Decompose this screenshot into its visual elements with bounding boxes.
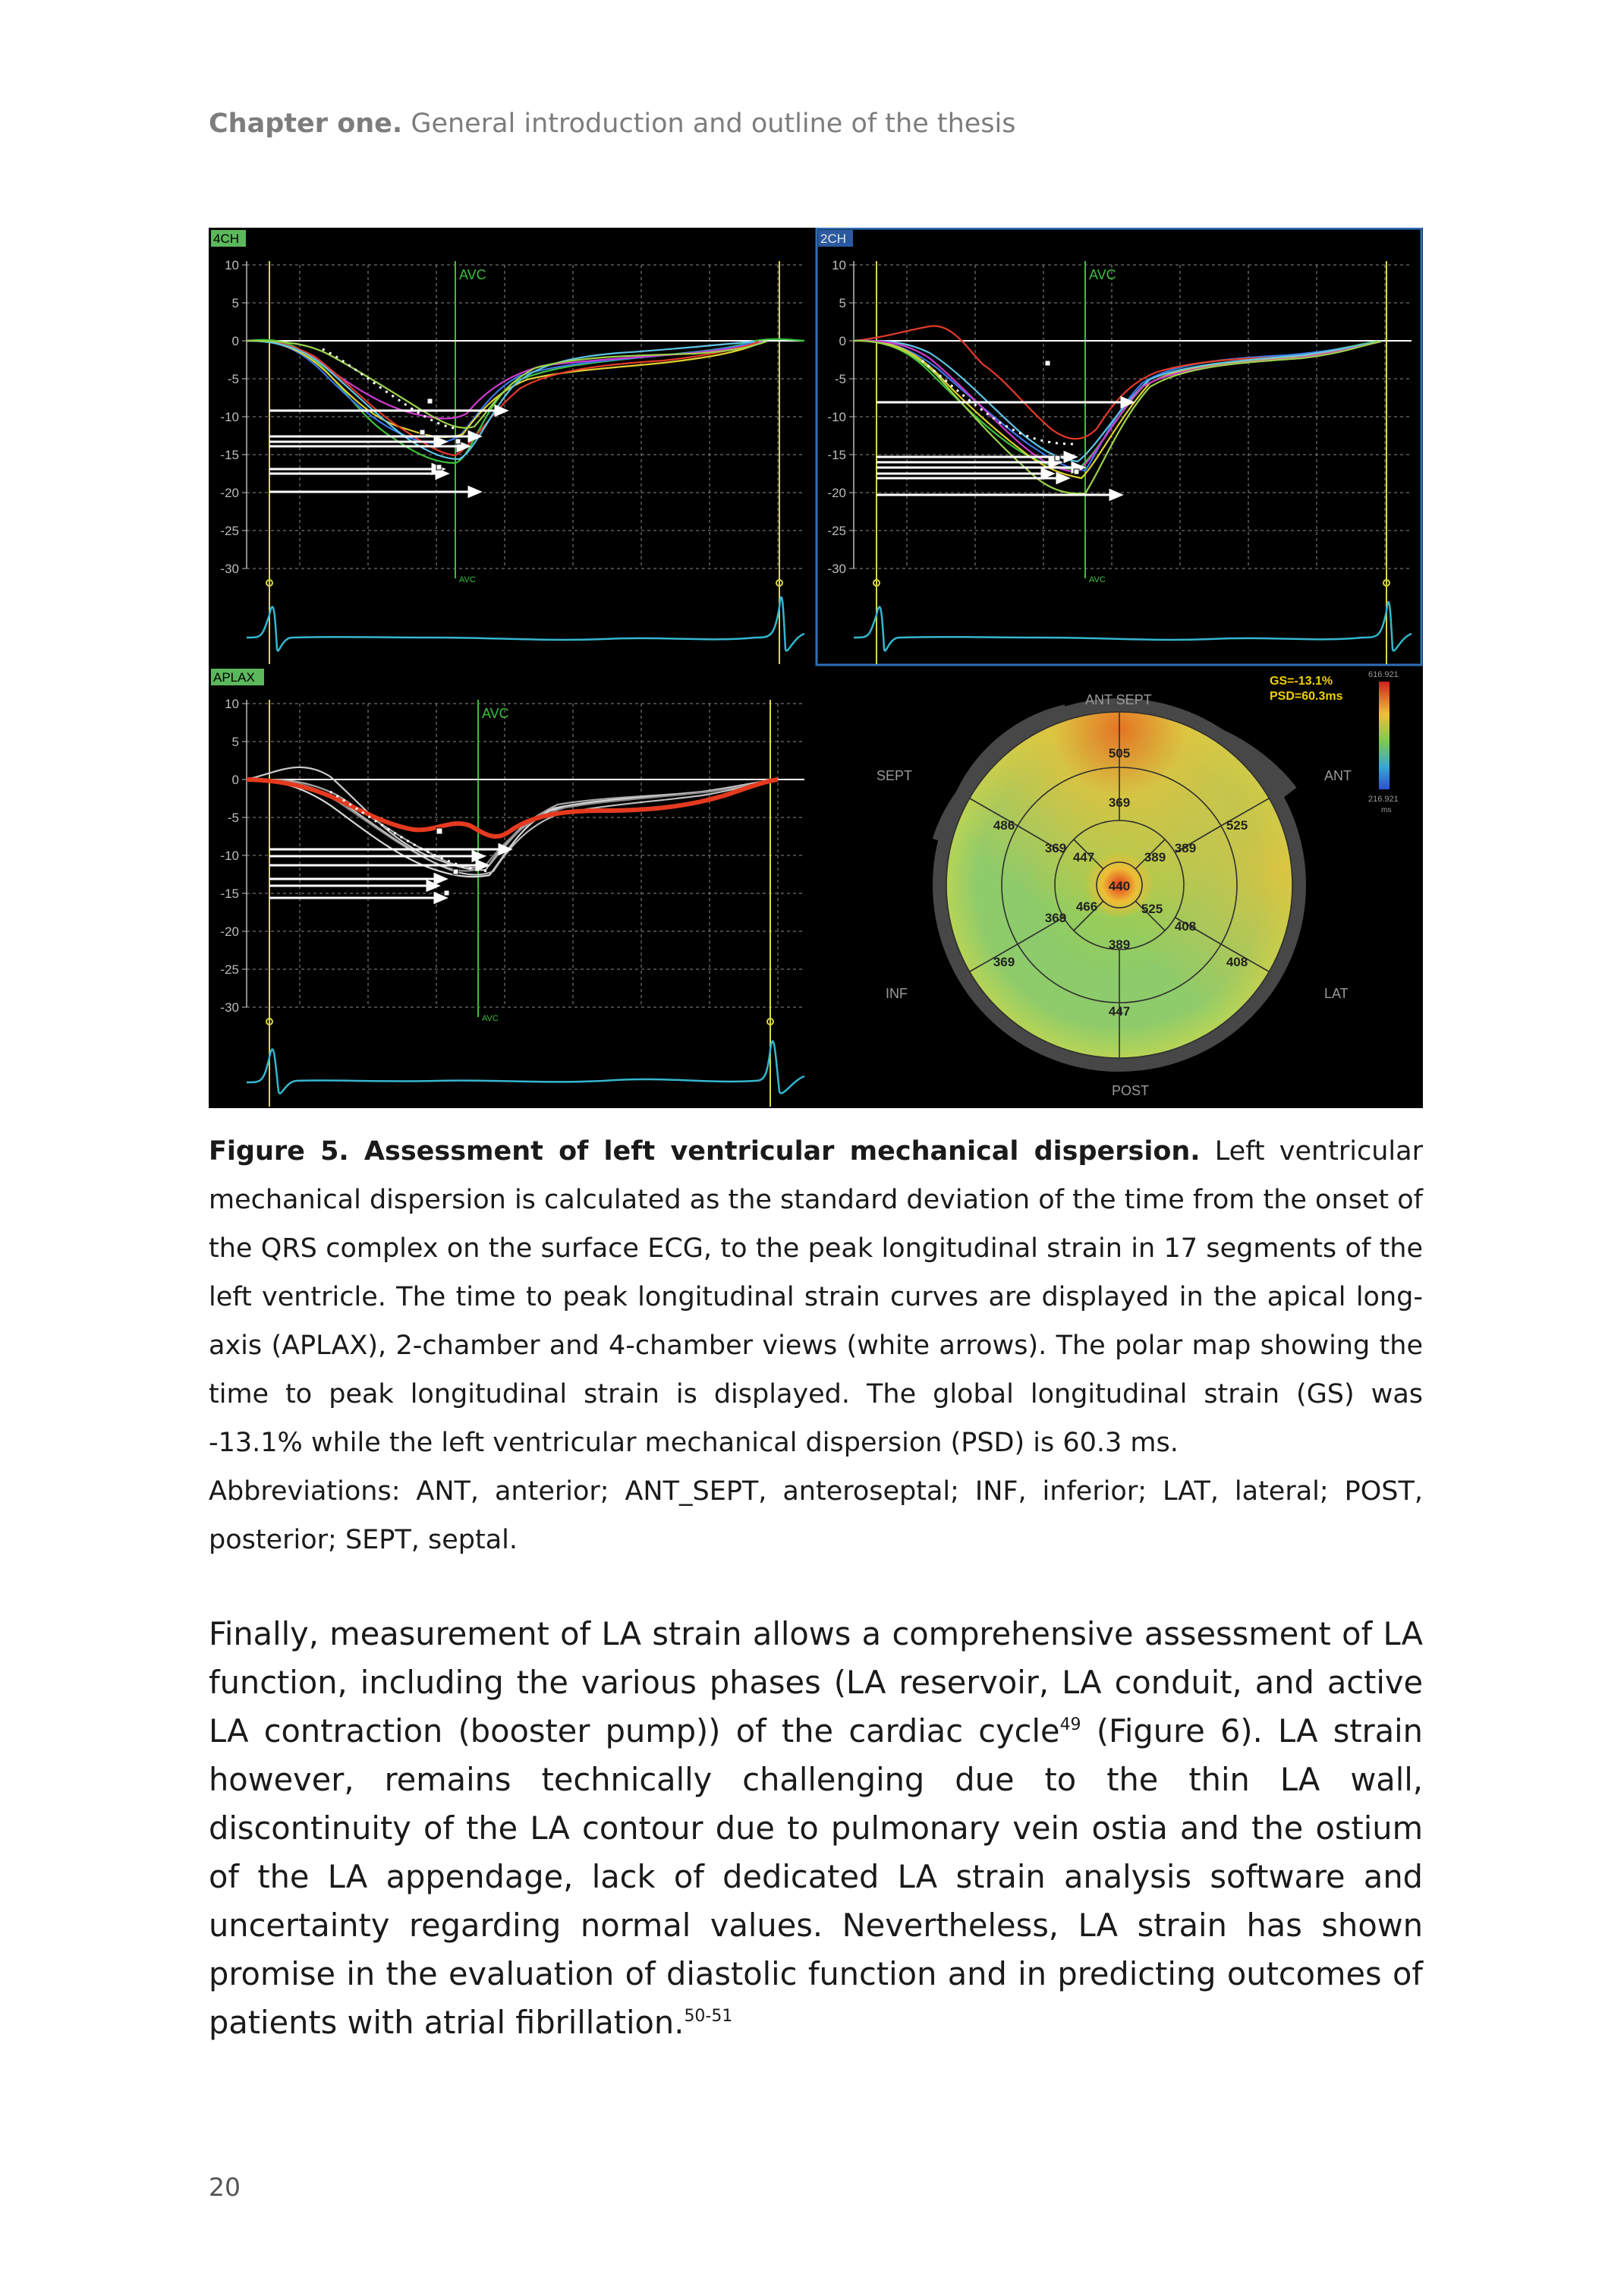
- panel-2ch: [816, 228, 1423, 666]
- color-scale-bar: [1379, 682, 1390, 789]
- segment-mid-anteroseptal: 369: [1108, 795, 1131, 810]
- segment-mid-anterior: 389: [1174, 841, 1197, 855]
- segment-apical-inferior: 466: [1075, 899, 1098, 914]
- y-tick-label: -5: [227, 811, 239, 825]
- avc-label-small: AVC: [459, 575, 476, 584]
- label-ant-sept: ANT SEPT: [1085, 692, 1152, 707]
- panel-aplax: [209, 666, 816, 1108]
- y-tick-label: -30: [220, 1000, 239, 1015]
- y-tick-label: 0: [231, 773, 239, 787]
- chapter-label: Chapter one.: [209, 109, 403, 139]
- y-tick-label: 10: [832, 258, 846, 272]
- segment-mid-posterior: 389: [1108, 937, 1131, 952]
- avc-label-small: AVC: [482, 1014, 499, 1023]
- chapter-title: General introduction and outline of the thesis: [411, 109, 1016, 139]
- paragraph-text-1: Finally, measurement of LA strain allows a comprehensive assessment of LA function, including the various phases (LA reservoir, LA conduit, and active LA contraction (booster pump)) of the cardiac cycle: [209, 1615, 1423, 1749]
- avc-label: AVC: [1089, 267, 1116, 282]
- label-lat: LAT: [1324, 986, 1349, 1001]
- segment-basal-lateral: 408: [1226, 955, 1248, 969]
- psd-value: PSD=60.3ms: [1270, 690, 1343, 703]
- y-tick-label: -15: [220, 448, 239, 462]
- panel-4ch: [209, 228, 816, 666]
- y-tick-label: -10: [827, 410, 846, 424]
- y-tick-label: 0: [231, 334, 239, 348]
- y-tick-label: 5: [231, 296, 239, 310]
- avc-label: AVC: [482, 706, 509, 721]
- segment-mid-septal: 369: [1044, 841, 1067, 855]
- global-strain-value: GS=-13.1%: [1270, 675, 1333, 688]
- segment-mid-inferior: 369: [1044, 911, 1067, 925]
- segment-basal-inferior: 369: [993, 955, 1015, 969]
- caption-abbreviations: Abbreviations: ANT, anterior; ANT_SEPT, anteroseptal; INF, inferior; LAT, lateral; POST, posterior; SEPT, septal.: [209, 1476, 1423, 1555]
- y-tick-label: 5: [231, 735, 239, 749]
- label-post: POST: [1112, 1083, 1150, 1098]
- segment-basal-septal: 486: [993, 818, 1015, 833]
- y-tick-label: -25: [220, 962, 239, 977]
- y-tick-label: 5: [839, 296, 846, 310]
- segment-basal-anteroseptal: 505: [1108, 746, 1131, 761]
- reference-49: 49: [1059, 1715, 1081, 1734]
- panel-tag-4ch: 4CH: [213, 231, 240, 246]
- segment-apical-anterior: 389: [1144, 850, 1166, 865]
- y-tick-label: -10: [220, 849, 239, 863]
- y-tick-label: -20: [827, 486, 846, 500]
- reference-50-51: 50-51: [684, 2007, 733, 2026]
- y-tick-label: -25: [827, 524, 846, 538]
- scale-unit: ms: [1381, 806, 1392, 814]
- label-inf: INF: [886, 986, 908, 1001]
- y-tick-label: -5: [834, 372, 846, 386]
- figure-5: [209, 228, 1423, 1108]
- paragraph-text-2: (Figure 6). LA strain however, remains technically challenging due to the thin LA wall, discontinuity of the LA contour due to pulmonary vein ostia and the ostium of the LA appendage, lack of dedicated LA strain analysis software and uncertainty regarding normal values. Nevertheless, LA strain has shown promise in the evaluation of diastolic function and in predicting outcomes of patients with atrial fibrillation.: [209, 1712, 1423, 2041]
- figure-caption: [209, 1127, 1423, 1564]
- running-head: [209, 109, 1016, 139]
- segment-basal-posterior: 447: [1108, 1004, 1131, 1019]
- y-tick-label: -20: [220, 924, 239, 939]
- scale-min: 216.921: [1368, 795, 1399, 804]
- y-tick-label: -30: [827, 562, 846, 576]
- segment-mid-lateral: 408: [1174, 919, 1197, 934]
- y-tick-label: -10: [220, 410, 239, 424]
- y-tick-label: -15: [827, 448, 846, 462]
- y-tick-label: 0: [839, 334, 846, 348]
- scale-max: 616.921: [1368, 670, 1399, 679]
- label-sept: SEPT: [877, 768, 913, 783]
- segment-basal-anterior: 525: [1226, 818, 1248, 833]
- avc-label: AVC: [459, 267, 486, 282]
- page-number: 20: [209, 2172, 241, 2202]
- caption-text: Left ventricular mechanical dispersion is calculated as the standard deviation of the time from the onset of the QRS complex on the surface ECG, to the peak longitudinal strain in 17 segments of the left ventricle. The time to peak longitudinal strain curves are displayed in the apical long-axis (APLAX), 2-chamber and 4-chamber views (white arrows). The polar map showing the time to peak longitudinal strain is displayed. The global longitudinal strain (GS) was -13.1% while the left ventricular mechanical dispersion (PSD) is 60.3 ms.: [209, 1136, 1423, 1458]
- y-tick-label: -15: [220, 887, 239, 901]
- segment-apical-septal: 447: [1072, 850, 1095, 865]
- y-tick-label: -5: [227, 372, 239, 386]
- segment-apex: 440: [1108, 879, 1131, 893]
- y-tick-label: -30: [220, 562, 239, 576]
- y-tick-label: 10: [225, 697, 239, 711]
- body-paragraph: [209, 1610, 1423, 2047]
- panel-tag-2ch: 2CH: [820, 231, 847, 246]
- panel-tag-aplax: APLAX: [213, 670, 255, 685]
- avc-label-small: AVC: [1089, 575, 1106, 584]
- y-tick-label: 10: [225, 258, 239, 272]
- y-tick-label: -20: [220, 486, 239, 500]
- panel-polar-map: [816, 666, 1423, 1108]
- caption-label: Figure 5. Assessment of left ventricular mechanical dispersion.: [209, 1136, 1201, 1167]
- label-ant: ANT: [1324, 768, 1352, 783]
- segment-apical-lateral: 525: [1141, 902, 1163, 916]
- y-tick-label: -25: [220, 524, 239, 538]
